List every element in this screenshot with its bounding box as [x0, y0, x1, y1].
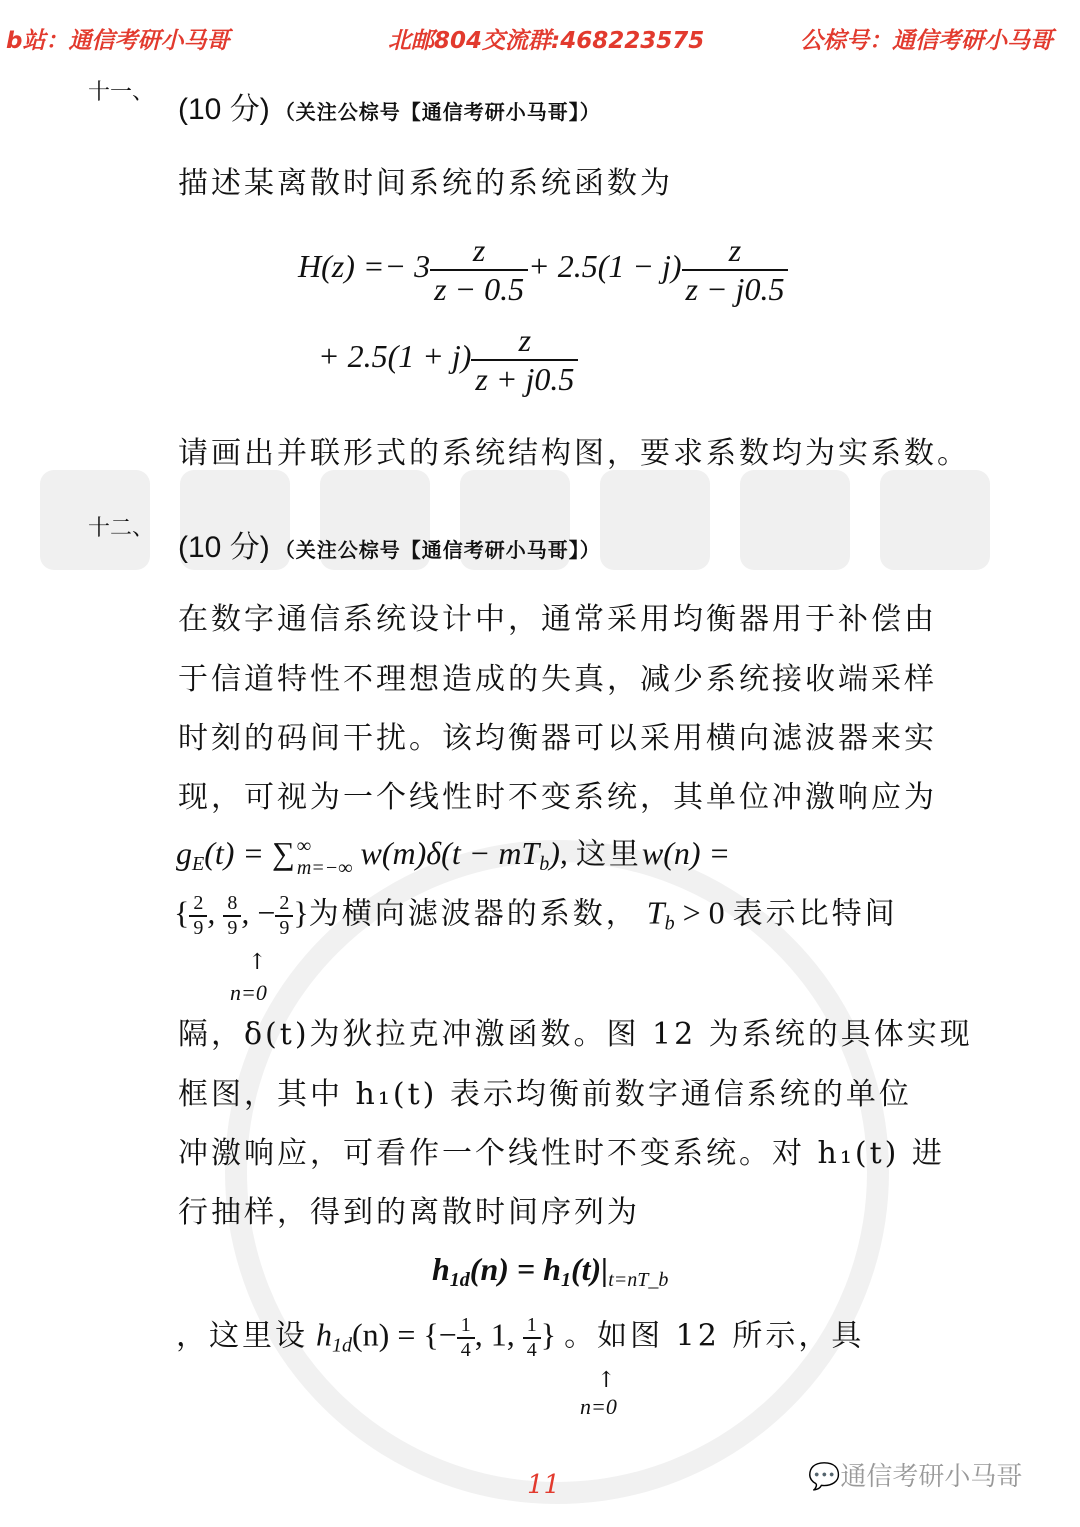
- q11-equation-line2: + 2.5(1 + j) $\frac{z}{z + j0.5}$: [318, 322, 578, 398]
- q12-line-8: 行抽样，得到的离散时间序列为: [178, 1195, 640, 1230]
- h1d-equation: $h_{1d}(n) = h_1(t)|_{t=nT\_b}$: [432, 1251, 669, 1291]
- ge-equation: $g_E(t)$ = ∑ ∞ m=−∞ $w(m)\delta(t - mT_b)$, 这里w(n) =: [176, 834, 731, 879]
- q11-number: 十一、: [88, 80, 155, 105]
- w-coefficients: { $\frac{2}{9}$ , $\frac{8}{9}$ , − $\frac{2}{9}$ }为横向滤波器的系数， $T_b > 0$ 表示比特间: [174, 892, 898, 939]
- w-index-label: n=0: [230, 980, 267, 1005]
- h1d-index-label: n=0: [580, 1394, 617, 1419]
- header-account: 公棕号：通信考研小马哥: [800, 28, 1053, 54]
- h1d-arrow: ↑: [597, 1368, 616, 1393]
- q11-points: (10 分): [178, 93, 270, 126]
- q12-note: （关注公棕号【通信考研小马哥】）: [274, 538, 601, 562]
- q11-note: （关注公棕号【通信考研小马哥】）: [274, 100, 601, 124]
- page-number: 11: [527, 1470, 561, 1500]
- q11-intro: 描述某离散时间系统的系统函数为: [178, 166, 673, 201]
- wechat-watermark: 💬通信考研小马哥: [808, 1462, 1023, 1492]
- q11-task: 请画出并联形式的系统结构图，要求系数均为实系数。: [178, 436, 970, 471]
- h1d-values: ，这里设 $h_{1d}(n)$ = {− $\frac{1}{4}$ , 1, $\frac{1}{4}$ } 。如图 12 所示，具: [176, 1314, 865, 1361]
- w-arrow: ↑: [248, 950, 267, 975]
- q12-line-3: 时刻的码间干扰。该均衡器可以采用横向滤波器来实: [178, 721, 937, 756]
- q12-line-2: 于信道特性不理想造成的失真，减少系统接收端采样: [178, 662, 937, 697]
- q12-line-4: 现，可视为一个线性时不变系统，其单位冲激响应为: [178, 780, 937, 815]
- q12-points: (10 分): [178, 531, 270, 564]
- q11-equation-line1: H(z) =− 3 $\frac{z}{z - 0.5}$ + 2.5(1 − j) $\frac{z}{z - j0.5}$: [298, 232, 788, 308]
- q12-line-1: 在数字通信系统设计中，通常采用均衡器用于补偿由: [178, 602, 937, 637]
- q12-line-7: 冲激响应，可看作一个线性时不变系统。对 h₁(t) 进: [178, 1136, 945, 1171]
- header-group: 北邮804交流群:468223575: [388, 28, 705, 54]
- header-bilibili: b站：通信考研小马哥: [6, 28, 230, 54]
- q12-line-6: 框图，其中 h₁(t) 表示均衡前数字通信系统的单位: [178, 1077, 912, 1112]
- wechat-icon: 💬: [808, 1462, 841, 1492]
- q12-number: 十二、: [88, 516, 155, 541]
- q12-line-5: 隔，δ(t)为狄拉克冲激函数。图 12 为系统的具体实现: [178, 1017, 973, 1052]
